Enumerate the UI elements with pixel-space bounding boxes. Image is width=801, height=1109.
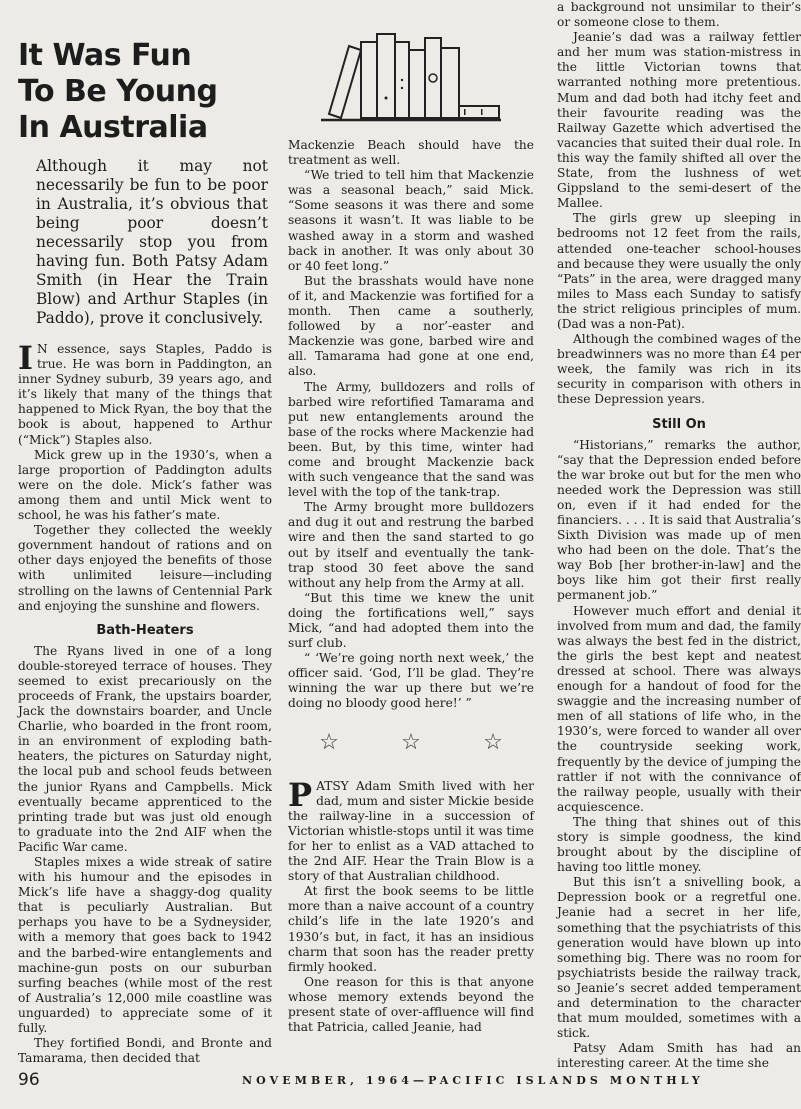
paragraph: Mackenzie Beach should have the treatment as well. <box>288 138 534 168</box>
paragraph: Mick grew up in the 1930’s, when a large proportion of Paddington adults were on the dole. Mick’s father was among them and until Mick went to school, he was his father’s mate. <box>18 447 272 523</box>
paragraph: The Ryans lived in one of a long double-storeyed terrace of houses. They seemed to exist precariously on the proceeds of Frank, the upstairs boarder, Jack the downstairs boarder, and Uncle Charlie, who boarded in the front room, in an environment of exploding bath-heaters, the pictures on Saturday night, the local pub and school feuds between the junior Ryans and Campbells. Mick eventually became apprenticed to the printing trade but was just old enough to graduate into the 2nd AIF when the Pacific War came. <box>18 643 272 854</box>
column-3-body <box>557 0 801 1071</box>
headline-line-1: It Was Fun <box>18 38 192 73</box>
paragraph: However much effort and denial it involved from mum and dad, the family was always the best fed in the district, the girls the best kept and neatest dressed at school. There was always enough for a handout of food for the swaggie and the increasing number of men of all stations of life who, in the 1930’s, were forced to wander all over the countryside seeking work, frequently by the device of jumping the rattler if not with the connivance of the railway people, usually with their acquiescence. <box>557 603 801 814</box>
paragraph: “ ‘We’re going north next week,’ the officer said. ‘God, I’ll be glad. They’re winning the war up there but we’re doing no bloody good here!’ ” <box>288 651 534 711</box>
paragraph-text: ATSY Adam Smith lived with her dad, mum and sister Mickie beside the railway-line in a succession of Victorian whistle-stops until it was time for her to enlist as a VAD attached to the 2nd AIF. Hear the Train Blow is a story of that Australian childhood. <box>288 778 534 884</box>
standfirst: Although it may not necessarily be fun to be poor in Australia, it’s obvious that being poor doesn’t necessarily stop you from having fun. Both Patsy Adam Smith (in Hear the Train Blow) and Arthur Staples (in Paddo), prove it conclusively. <box>36 157 268 327</box>
paragraph: The Army brought more bulldozers and dug it out and restrung the barbed wire and then the sand started to go out by itself and eventually the tank-trap stood 30 feet above the sand without any help from the Army at all. <box>288 500 534 590</box>
section-break-stars <box>288 730 534 755</box>
column-1 <box>18 0 272 1066</box>
subheading: Bath-Heaters <box>96 622 194 638</box>
column-3 <box>557 0 801 1071</box>
article-headline <box>18 0 272 146</box>
subheading: Still On <box>652 416 706 432</box>
paragraph: Staples mixes a wide streak of satire with his humour and the episodes in Mick’s life have a shaggy-dog quality that is peculiarly Australian. But perhaps you have to be a Sydneysider, with a memory that goes back to 1942 and the barbed-wire entanglements and machine-gun posts on our suburban surfing beaches (while most of the rest of Australia’s 12,000 mile coastline was unguarded) to appreciate some of it fully. <box>18 855 272 1036</box>
paragraph-text: N essence, says Staples, Paddo is true. He was born in Paddington, an inner Sydney suburb, 39 years ago, and it’s likely that many of the things that happened to Mick Ryan, the boy that the book is about, happened to Arthur (“Mick”) Staples also. <box>18 342 272 447</box>
page-number: 96 <box>18 1070 40 1090</box>
paragraph: But this isn’t a snivelling book, a Depression book or a regretful one. Jeanie had a secret in her life, something that the psychiatrists of this generation would have blown up into something big. There was no room for psychiatrists beside the railway track, so Jeanie’s secret added temperament and determination to the character that mum moulded, sometimes with a stick. <box>557 875 801 1041</box>
column-1-body <box>18 339 272 1066</box>
leaning-book <box>329 46 361 118</box>
running-footer: NOVEMBER, 1964—PACIFIC ISLANDS MONTHLY <box>242 1074 704 1087</box>
paragraph: They fortified Bondi, and Bronte and Tamarama, then decided that <box>18 1036 272 1066</box>
drop-cap: I <box>18 339 33 377</box>
paragraph: a background not unsimilar to their’s or someone close to them. <box>557 0 801 30</box>
page-footer <box>18 1070 801 1100</box>
paragraph: The thing that shines out of this story is simple goodness, the kind brought about by the discipline of having too little money. <box>557 814 801 875</box>
paragraph: Jeanie’s dad was a railway fettler and her mum was station-mistress in the little Victorian towns that warranted nothing more pretentious. Mum and dad both had itchy feet and their favourite reading was the Railway Gazette which advertised the vacancies that suited their dual role. In this way the family shifted all over the State, from the lushness of wet Gippsland to the semi-desert of the Mallee. <box>557 30 801 211</box>
paragraph: “Historians,” remarks the author, “say that the Depression ended before the war broke out but for the men who needed work the Depression was still on, even if it had ended for the financiers. . . . It is said that Australia’s Sixth Division was made up of men who had been on the dole. That’s the way Bob [her brother-in-law] and the boys like him got their first really permanent job.” <box>557 437 801 603</box>
paragraph: But the brasshats would have none of it, and Mackenzie was fortified for a month. Then came a southerly, followed by a nor’-easter and Mackenzie was gone, barbed wire and all. Tamarama had gone at one end, also. <box>288 273 534 379</box>
paragraph: At first the book seems to be little more than a naive account of a country child’s life in the late 1920’s and 1930’s but, in fact, it has an insidious charm that soon has the reader pretty firmly hooked. <box>288 884 534 974</box>
paragraph: The girls grew up sleeping in bedrooms not 12 feet from the rails, attended one-teacher school-houses and because they were usually the only “Pats” in the area, were dragged many miles to Mass each Sunday to satisfy the strict religious principles of mum. (Dad was a non-Pat). <box>557 211 801 331</box>
paragraph: “But this time we knew the unit doing the fortifications well,” says Mick, “and had adopted them into the surf club. <box>288 590 534 651</box>
star-icon: ☆ <box>483 729 503 755</box>
drop-cap: P <box>288 775 313 814</box>
column-2-body <box>288 138 534 1035</box>
paragraph <box>18 339 272 448</box>
headline-line-3: In Australia <box>18 110 208 145</box>
paragraph: One reason for this is that anyone whose memory extends beyond the present state of over-affluence will find that Patricia, called Jeanie, had <box>288 974 534 1035</box>
paragraph: “We tried to tell him that Mackenzie was a seasonal beach,” said Mick. “Some seasons it was there and some seasons it wasn’t. It was liable to be washed away in a storm and washed back in another. It was only about 30 or 40 feet long.” <box>288 168 534 273</box>
headline-line-2: To Be Young <box>18 74 218 109</box>
column-2 <box>288 0 534 1035</box>
books-illustration <box>321 28 501 124</box>
paragraph: The Army, bulldozers and rolls of barbed wire refortified Tamarama and put new entanglements around the base of the rocks where Mackenzie had been. But, by this time, winter had come and brought Mackenzie back with such vengeance that the sand was level with the top of the tank-trap. <box>288 379 534 500</box>
paragraph: Patsy Adam Smith has had an interesting career. At the time she <box>557 1041 801 1071</box>
star-icon: ☆ <box>319 729 339 755</box>
paragraph: Together they collected the weekly government handout of rations and on other days enjoyed the benefits of those with unlimited leisure—including strolling on the lawns of Centennial Park and enjoying the sunshine and flowers. <box>18 523 272 613</box>
paragraph <box>288 775 534 885</box>
star-icon: ☆ <box>401 729 421 755</box>
paragraph: Although the combined wages of the breadwinners was no more than £4 per week, the family was rich in its security in comparison with others in these Depression years. <box>557 332 801 407</box>
